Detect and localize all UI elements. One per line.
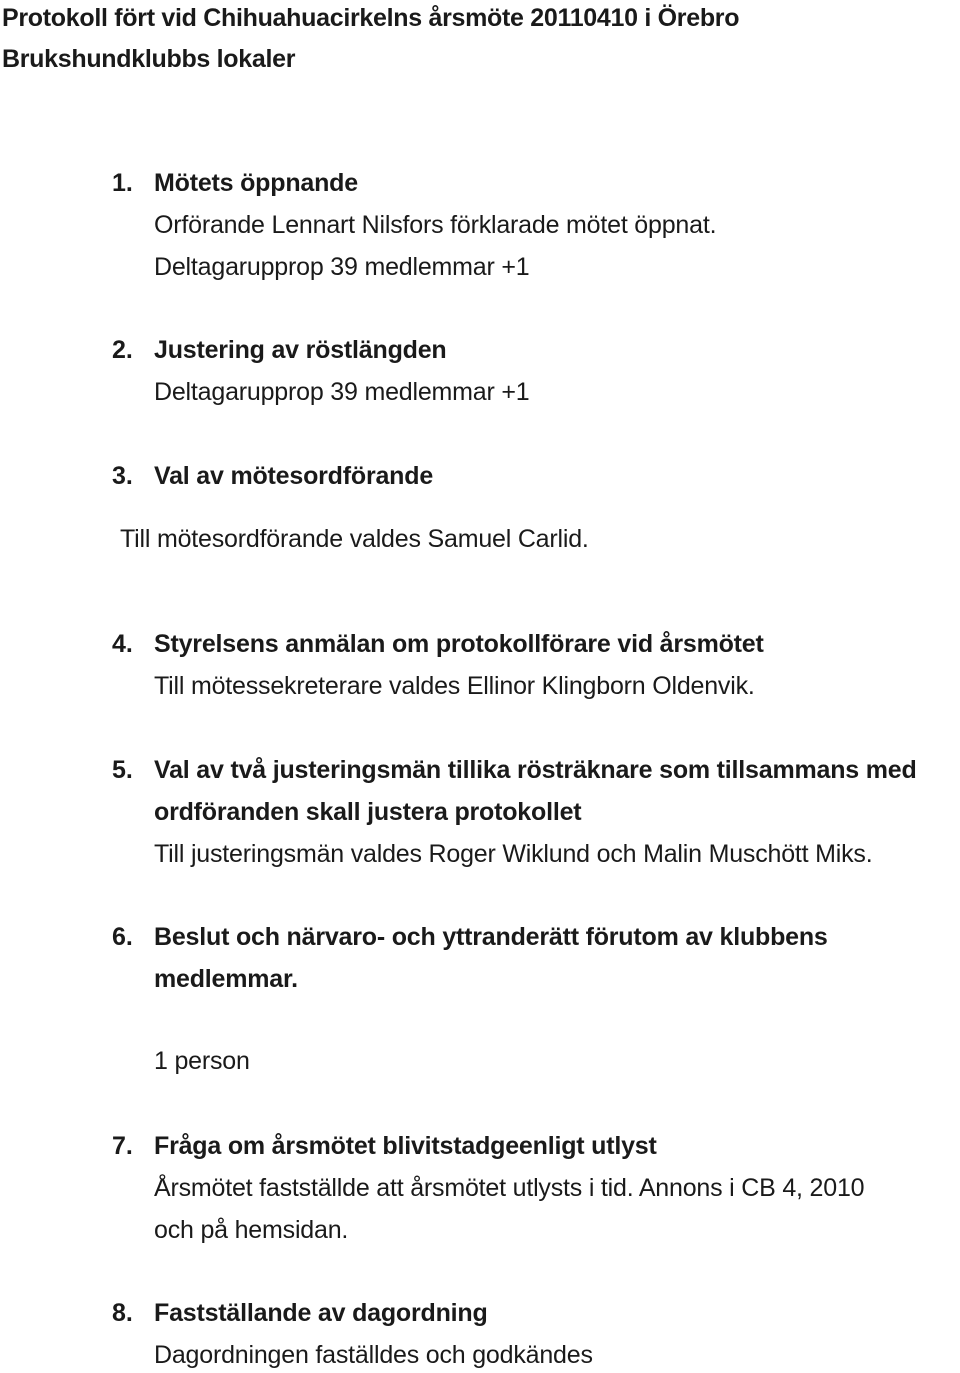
section-heading: Mötets öppnande bbox=[154, 169, 358, 197]
section-body-line: Dagordningen faställdes och godkändes bbox=[154, 1341, 593, 1369]
section-number: 1. bbox=[112, 169, 133, 197]
section-heading: Beslut och närvaro- och yttranderätt förutom av klubbens bbox=[154, 923, 828, 951]
section-body-line: 1 person bbox=[154, 1047, 250, 1075]
section-number: 2. bbox=[112, 336, 133, 364]
section-heading: Styrelsens anmälan om protokollförare vid årsmötet bbox=[154, 630, 764, 658]
section-heading: Fastställande av dagordning bbox=[154, 1299, 488, 1327]
section-number: 4. bbox=[112, 630, 133, 658]
section-body-line: Till mötesordförande valdes Samuel Carlid. bbox=[120, 525, 589, 553]
section-heading: Val av mötesordförande bbox=[154, 462, 434, 490]
section-number: 7. bbox=[112, 1132, 133, 1160]
section-body-line: Deltagarupprop 39 medlemmar +1 bbox=[154, 378, 530, 406]
section-number: 6. bbox=[112, 923, 133, 951]
section-number: 8. bbox=[112, 1299, 133, 1327]
section-body-line: Årsmötet fastställde att årsmötet utlysts i tid. Annons i CB 4, 2010 bbox=[154, 1174, 865, 1202]
section-heading: Val av två justeringsmän tillika rösträknare som tillsammans med bbox=[154, 756, 917, 784]
section-body-line: Till mötessekreterare valdes Ellinor Klingborn Oldenvik. bbox=[154, 672, 755, 700]
section-heading: Fråga om årsmötet blivitstadgeenligt utlyst bbox=[154, 1132, 657, 1160]
section-heading: ordföranden skall justera protokollet bbox=[154, 798, 582, 826]
section-heading: Justering av röstlängden bbox=[154, 336, 447, 364]
section-number: 3. bbox=[112, 462, 133, 490]
section-body-line: Orförande Lennart Nilsfors förklarade mötet öppnat. bbox=[154, 211, 717, 239]
document-title: Protokoll fört vid Chihuahuacirkelns årsmöte 20110410 i Örebro Brukshundklubbs lokaler bbox=[2, 4, 740, 73]
section-body-line: Deltagarupprop 39 medlemmar +1 bbox=[154, 253, 530, 281]
section-heading: medlemmar. bbox=[154, 965, 298, 993]
section-body-line: Till justeringsmän valdes Roger Wiklund och Malin Muschött Miks. bbox=[154, 840, 873, 868]
section-body-line: och på hemsidan. bbox=[154, 1216, 349, 1244]
section-number: 5. bbox=[112, 756, 133, 784]
